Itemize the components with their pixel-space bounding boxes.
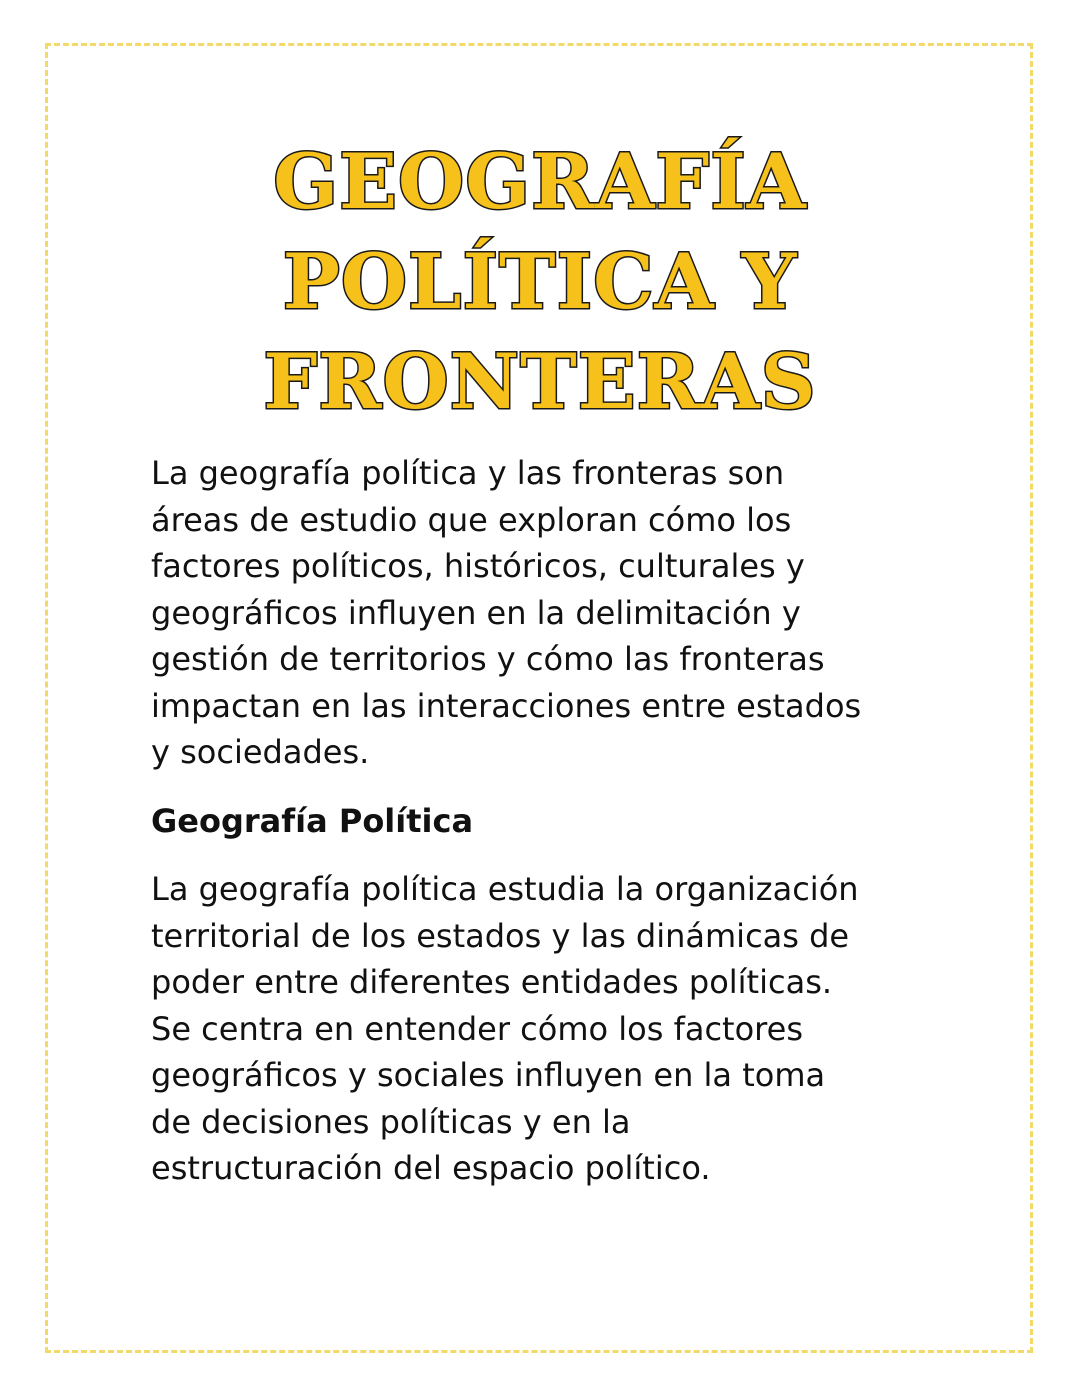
title-line: FRONTERAS — [263, 337, 817, 426]
text-line: factores políticos, históricos, culturales y — [151, 547, 805, 585]
text-line: La geografía política y las fronteras son — [151, 454, 785, 492]
text-line: áreas de estudio que exploran cómo los — [151, 500, 792, 539]
body-content — [151, 450, 951, 1192]
text-line: gestión de territorios y cómo las fronteras — [151, 640, 825, 678]
title-line: POLÍTICA Y — [282, 237, 798, 326]
text-line: impactan en las interacciones entre estados — [151, 686, 862, 725]
text-line: geográficos influyen en la delimitación y — [151, 593, 801, 632]
text-line: de decisiones políticas y en la — [151, 1102, 631, 1141]
text-line: y sociedades. — [151, 733, 370, 771]
text-line: estructuración del espacio político. — [151, 1149, 711, 1187]
title-line: GEOGRAFÍA — [273, 137, 807, 226]
page-title — [0, 132, 1080, 432]
text-line: Se centra en entender cómo los factores — [151, 1009, 803, 1048]
text-line: geográficos y sociales influyen en la toma — [151, 1056, 826, 1094]
section-heading: Geografía Política — [151, 801, 474, 840]
intro-paragraph — [151, 450, 951, 776]
text-line: poder entre diferentes entidades políticas. — [151, 963, 833, 1001]
text-line: territorial de los estados y las dinámicas de — [151, 916, 850, 955]
text-line: La geografía política estudia la organización — [151, 870, 859, 908]
section-paragraph — [151, 866, 951, 1192]
